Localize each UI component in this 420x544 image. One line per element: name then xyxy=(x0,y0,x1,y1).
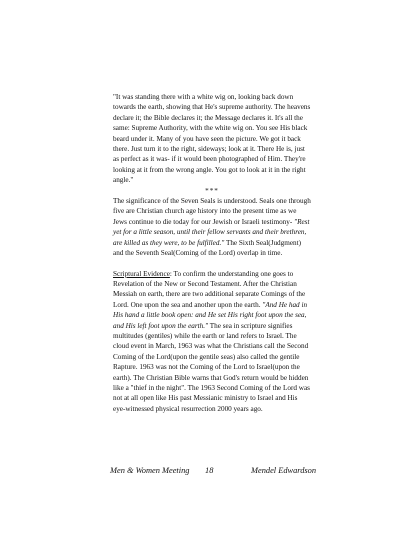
section-separator: *** xyxy=(205,186,219,195)
page-content xyxy=(113,92,311,414)
evidence-paragraph xyxy=(113,269,311,415)
quote-paragraph: "It was standing there with a white wig on, looking back down towards the earth, showing that He's supreme authority. The heavens declare it; the Bible declares it; the Message declares it. It's all the same: Supreme Authority, with the white wig on. You see His black beard under it. Many of you have seen the picture. We got it back there. Just turn it to the right, sideways; look at it. There He is, just as perfect as it was- if it would been photographed of Him. They're looking at it from the wrong angle. You got to look at it in the right angle." xyxy=(113,93,311,185)
evidence-text-end: The sea in scripture signifies multitudes (gentiles) while the earth or land refers to Israel. The cloud event in March, 1963 was what the Christians call the Second Coming of the Lord(upon the gentile seas) also called the gentile Rapture. 1963 was not the Coming of the Lord to Israel(upon the earth). The Christian Bible warns that God's return would be hidden like a "thief in the night". The 1963 Second Coming of the Lord was not at all open like His past Messianic ministry to Israel and His eye-witnessed physical resurrection 2000 years ago. xyxy=(113,321,310,413)
seals-scripture-quote: "Rest yet for a little season, until their fellow servants and their brethren, are killed as they were, to be fulfilled." xyxy=(113,217,310,247)
seals-text-start: The significance of the Seven Seals is understood. Seals one through five are Christian church age history into the present time as we Jews continue to die today for our Jewish or Israeli testimony- xyxy=(113,197,311,226)
page-number: 18 xyxy=(205,466,214,475)
seals-text-end: The Sixth Seal(Judgment) and the Seventh Seal(Coming of the Lord) overlap in time. xyxy=(113,238,302,258)
seals-paragraph xyxy=(113,196,311,258)
footer-author: Mendel Edwardson xyxy=(251,466,317,475)
footer-title: Men & Women Meeting xyxy=(110,466,190,475)
evidence-heading: Scriptural Evidence xyxy=(113,269,170,278)
evidence-scripture-quote: "And He had in His hand a little book open: and He set His right foot upon the sea, and His left foot upon the earth." xyxy=(113,300,308,330)
evidence-text-start: : To confirm the understanding one goes to Revelation of the New or Second Testament. After the Christian Messiah on earth, there are two additional separate Comings of the Lord. One upon the sea and another upon the earth. xyxy=(113,269,306,309)
